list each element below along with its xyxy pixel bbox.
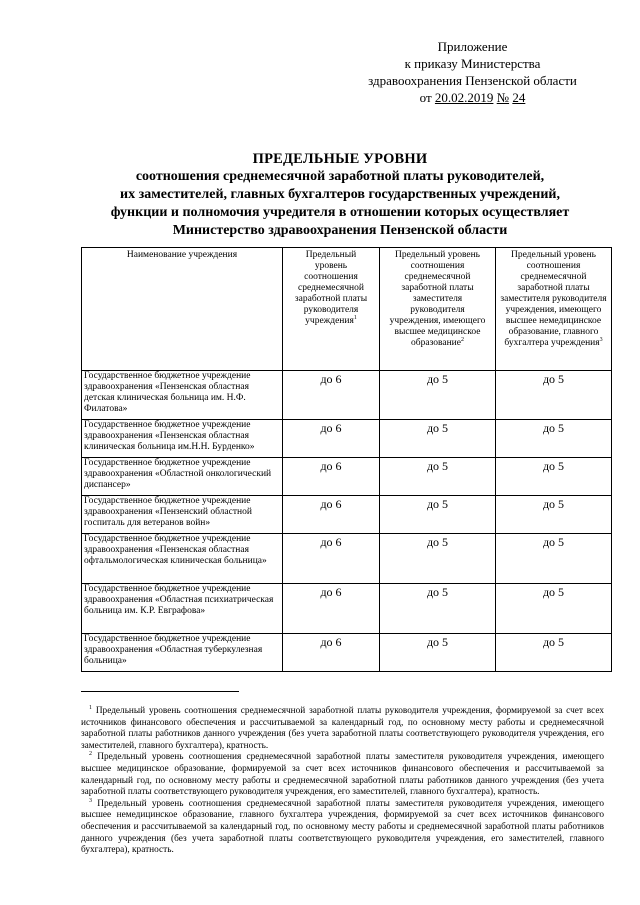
footnote-text-3: Предельный уровень соотношения среднемесячной заработной платы заместителя руководителя учреждения, имеющего высшее немедицинское образование, главного бухгалтера учреждения, формируемой за счет всех источников финансового обеспечения и рассчитываемой за календарный год, по основному месту работы и среднемесячной заработной платы работников данного учреждения (без учета заработной платы соответствующего руководителя учреждения, его заместителей, главного бухгалтера), кратность. [81,798,604,856]
deputy-medical-value: до 5 [380,420,496,458]
title-line-4: функции и полномочия учредителя в отношении которых осуществляет [110,205,570,220]
footnote-mark-3: 3 [89,797,92,804]
head-ratio-value: до 6 [283,371,380,420]
institution-name: Государственное бюджетное учреждение здравоохранения «Пензенская областная детская клиническая больница им. Н.Ф. Филатова» [82,371,283,420]
table-header-row [82,248,612,371]
title-line-5: Министерство здравоохранения Пензенской области [172,223,508,238]
deputy-medical-value: до 5 [380,534,496,584]
deputy-nonmedical-value: до 5 [496,584,612,634]
date-prefix: от [419,90,432,105]
deputy-nonmedical-value: до 5 [496,458,612,496]
deputy-medical-value: до 5 [380,458,496,496]
header-head-ratio: Предельный уровень соотношения среднемесячной заработной платы руководителя учреждения$^1$ [283,248,380,371]
institution-name: Государственное бюджетное учреждение здравоохранения «Областная туберкулезная больница» [82,634,283,672]
footnote-ref-3: 3 [599,336,603,343]
footnote-text-1: Предельный уровень соотношения среднемесячной заработной платы руководителя учреждения, формируемой за счет всех источников финансового обеспечения и рассчитываемой за календарный год, по основному месту работы и среднемесячной заработной платы работников данного учреждения (без учета заработной платы соответствующего руководителя учреждения, его заместителей, главного бухгалтера), кратность. [81,706,604,751]
deputy-medical-value: до 5 [380,371,496,420]
institution-name: Государственное бюджетное учреждение здравоохранения «Областная психиатрическая больница им. К.Р. Евграфова» [82,584,283,634]
document-title [60,150,620,240]
deputy-nonmedical-value: до 5 [496,534,612,584]
appendix-block [340,38,605,106]
table-row [82,458,612,496]
limits-table [81,247,612,672]
head-ratio-value: до 6 [283,534,380,584]
deputy-medical-value: до 5 [380,634,496,672]
deputy-medical-value: до 5 [380,496,496,534]
table-row [82,534,612,584]
footnote-3 [81,799,604,857]
head-ratio-value: до 6 [283,634,380,672]
footnote-mark-2: 2 [89,751,92,758]
footnote-separator [81,691,239,692]
number-sign: № [496,90,510,105]
table-row [82,584,612,634]
header-deputy-medical-ratio: Предельный уровень соотношения среднемесячной заработной платы заместителя руководителя учреждения, имеющего высшее медицинское образование$^2$ [380,248,496,371]
footnote-2 [81,752,604,798]
institution-name: Государственное бюджетное учреждение здравоохранения «Пензенский областной госпиталь для ветеранов войн» [82,496,283,534]
head-ratio-value: до 6 [283,458,380,496]
order-number: 24 [512,90,526,105]
title-line-1: ПРЕДЕЛЬНЫЕ УРОВНИ [252,151,428,167]
deputy-medical-value: до 5 [380,584,496,634]
table-row [82,420,612,458]
footnote-ref-2: 2 [460,336,464,343]
header-deputy-nonmedical-ratio: Предельный уровень соотношения среднемесячной заработной платы заместителя руководителя учреждения, имеющего высшее немедицинское образование, главного бухгалтера учреждения$^3$ [496,248,612,371]
footnote-1 [81,706,604,752]
head-ratio-value: до 6 [283,584,380,634]
institution-name: Государственное бюджетное учреждение здравоохранения «Пензенская областная офтальмологическая клиническая больница» [82,534,283,584]
footnotes [81,706,604,857]
table-row [82,371,612,420]
table-row [82,634,612,672]
head-ratio-value: до 6 [283,496,380,534]
institution-name: Государственное бюджетное учреждение здравоохранения «Пензенская областная клиническая больница им.Н.Н. Бурденко» [82,420,283,458]
footnote-ref-1: 1 [353,314,357,321]
deputy-nonmedical-value: до 5 [496,496,612,534]
order-date: 20.02.2019 [434,90,494,105]
title-line-2: соотношения среднемесячной заработной платы руководителей, [135,169,545,184]
institution-name: Государственное бюджетное учреждение здравоохранения «Областной онкологический диспансер» [82,458,283,496]
deputy-nonmedical-value: до 5 [496,420,612,458]
deputy-nonmedical-value: до 5 [496,371,612,420]
footnote-mark-1: 1 [89,704,92,711]
appendix-date-line [340,89,605,106]
head-ratio-value: до 6 [283,420,380,458]
appendix-line-1: Приложение [437,39,508,54]
title-line-3: их заместителей, главных бухгалтеров государственных учреждений, [120,187,560,202]
footnote-text-2: Предельный уровень соотношения среднемесячной заработной платы заместителя руководителя учреждения, имеющего высшее медицинское образование, формируемой за счет всех источников финансового обеспечения и рассчитываемой за календарный год, по основному месту работы и среднемесячной заработной платы работников данного учреждения (без учета заработной платы соответствующего руководителя учреждения, его заместителей, главного бухгалтера), кратность. [81,752,604,798]
appendix-line-3: здравоохранения Пензенской области [368,73,577,88]
header-institution-name: Наименование учреждения [82,248,283,371]
appendix-line-2: к приказу Министерства [404,56,541,71]
table-row [82,496,612,534]
deputy-nonmedical-value: до 5 [496,634,612,672]
